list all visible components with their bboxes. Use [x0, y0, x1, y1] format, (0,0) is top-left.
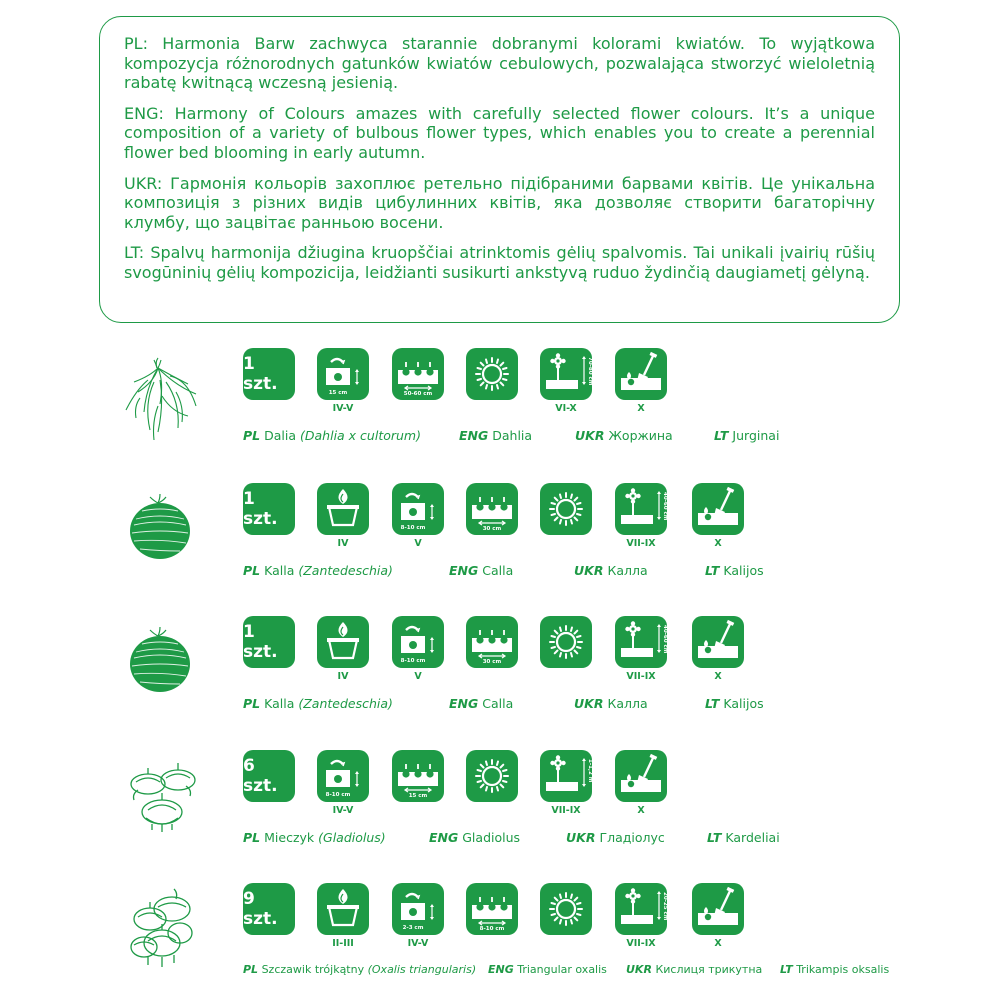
flowering-month: VII-IX: [551, 805, 581, 816]
plant-row-calla: [118, 483, 908, 593]
spacing-icon: [466, 616, 518, 668]
height-icon: [540, 750, 593, 816]
dig-up-icon: [692, 483, 744, 549]
pot-icon: [317, 883, 369, 949]
pot-month: IV: [337, 538, 349, 549]
svg-text:30 cm: 30 cm: [482, 526, 502, 532]
svg-text:40-60 cm: 40-60 cm: [662, 625, 668, 654]
height-icon: [540, 348, 593, 414]
sun-icon: [540, 483, 592, 535]
planting-month: V: [414, 671, 422, 682]
height-icon: [615, 883, 668, 949]
dig-up-month: X: [714, 671, 722, 682]
sun-icon: [540, 883, 592, 935]
flowering-month: VII-IX: [626, 938, 656, 949]
plant-row-gladiolus: [118, 750, 908, 860]
sun-icon: [540, 616, 592, 668]
planting-month: V: [414, 538, 422, 549]
sun-icon: [466, 750, 518, 802]
quantity-badge: 9 szt.: [243, 883, 295, 935]
quantity-badge: 6 szt.: [243, 750, 295, 802]
height-icon: [615, 616, 668, 682]
svg-text:15 cm: 15 cm: [328, 390, 348, 396]
svg-text:40-60 cm: 40-60 cm: [662, 492, 668, 521]
dig-up-icon: [615, 348, 667, 414]
pot-icon: [317, 616, 369, 682]
plant-names: PL Kalla (Zantedeschia) ENG Calla UKR Калла LT Kalijos: [243, 563, 764, 578]
planting-depth-icon: [317, 750, 369, 816]
description-pl: PL: Harmonia Barw zachwyca starannie dobranymi kolorami kwiatów. To wyjątkowa kompozycja różnorodnych gatunków kwiatów cebulowych, pozwalająca stworzyć wieloletnią rabatę kwitnącą wczesną jesienią.: [124, 34, 875, 93]
description-ukr: UKR: Гармонія кольорів захоплює ретельно підібраними барвами квітів. Це унікальна композиція з різних видів цибулинних квітів, яка дозволяє створити багаторічну клумбу, що зацвітає ранньою восени.: [124, 173, 875, 232]
pot-month: II-III: [332, 938, 354, 949]
pot-icon: [317, 483, 369, 549]
svg-text:70-80 cm: 70-80 cm: [587, 357, 593, 386]
dig-up-month: X: [714, 538, 722, 549]
svg-text:30 cm: 30 cm: [482, 659, 502, 665]
planting-month: IV-V: [332, 805, 354, 816]
spacing-icon: [392, 348, 444, 400]
planting-depth-icon: [392, 483, 444, 549]
dig-up-icon: [692, 883, 744, 949]
description-eng: ENG: Harmony of Colours amazes with carefully selected flower colours. It’s a unique composition of a variety of bulbous flower types, which enables you to create a perennial flower bed blooming in early autumn.: [124, 103, 875, 162]
plant-names: PL Mieczyk (Gladiolus) ENG Gladiolus UKR Гладіолус LT Kardeliai: [243, 830, 780, 845]
spacing-icon: [392, 750, 444, 802]
dig-up-month: X: [714, 938, 722, 949]
plant-names: PL Dalia (Dahlia x cultorum) ENG Dahlia UKR Жоржина LT Jurginai: [243, 428, 780, 443]
quantity-badge: 1 szt.: [243, 348, 295, 400]
description-lt: LT: Spalvų harmonija džiugina kruopščiai atrinktomis gėlių spalvomis. Tai unikali įvairių rūšių svogūninių gėlių kompozicija, leidžianti susikurti ankstyvą ruduo žydinčią daugiametį gėlyną.: [124, 243, 875, 282]
plant-row-calla: [118, 616, 908, 726]
height-icon: [615, 483, 668, 549]
svg-text:15 cm: 15 cm: [408, 793, 428, 799]
spacing-icon: [466, 483, 518, 535]
pot-month: IV: [337, 671, 349, 682]
plant-names: PL Szczawik trójkątny (Oxalis triangularis) ENG Triangular oxalis UKR Кислиця трикутна LT Trikampis oksalis: [243, 963, 890, 976]
planting-depth-icon: [317, 348, 369, 414]
flowering-month: VII-IX: [626, 671, 656, 682]
quantity-badge: 1 szt.: [243, 616, 295, 668]
dig-up-month: X: [637, 805, 645, 816]
dig-up-month: X: [637, 403, 645, 414]
svg-text:8-10 cm: 8-10 cm: [400, 525, 426, 531]
svg-text:50-60 cm: 50-60 cm: [403, 391, 433, 397]
svg-text:8-10 cm: 8-10 cm: [400, 658, 426, 664]
svg-text:8-10 cm: 8-10 cm: [325, 792, 351, 798]
sun-icon: [466, 348, 518, 400]
plant-names: PL Kalla (Zantedeschia) ENG Calla UKR Калла LT Kalijos: [243, 696, 764, 711]
flowering-month: VI-X: [555, 403, 577, 414]
planting-depth-icon: [392, 616, 444, 682]
flowering-month: VII-IX: [626, 538, 656, 549]
plant-row-oxalis: [118, 883, 908, 993]
plant-row-dahlia: [118, 348, 908, 458]
svg-text:8-10 cm: 8-10 cm: [479, 926, 505, 932]
quantity-badge: 1 szt.: [243, 483, 295, 535]
spacing-icon: [466, 883, 518, 935]
svg-text:20-25 cm: 20-25 cm: [662, 892, 668, 921]
svg-text:1-1,2 m: 1-1,2 m: [587, 759, 593, 783]
dig-up-icon: [692, 616, 744, 682]
description-box: [99, 16, 900, 323]
planting-month: IV-V: [407, 938, 429, 949]
planting-depth-icon: [392, 883, 444, 949]
svg-text:2-3 cm: 2-3 cm: [402, 925, 424, 931]
dig-up-icon: [615, 750, 667, 816]
planting-month: IV-V: [332, 403, 354, 414]
